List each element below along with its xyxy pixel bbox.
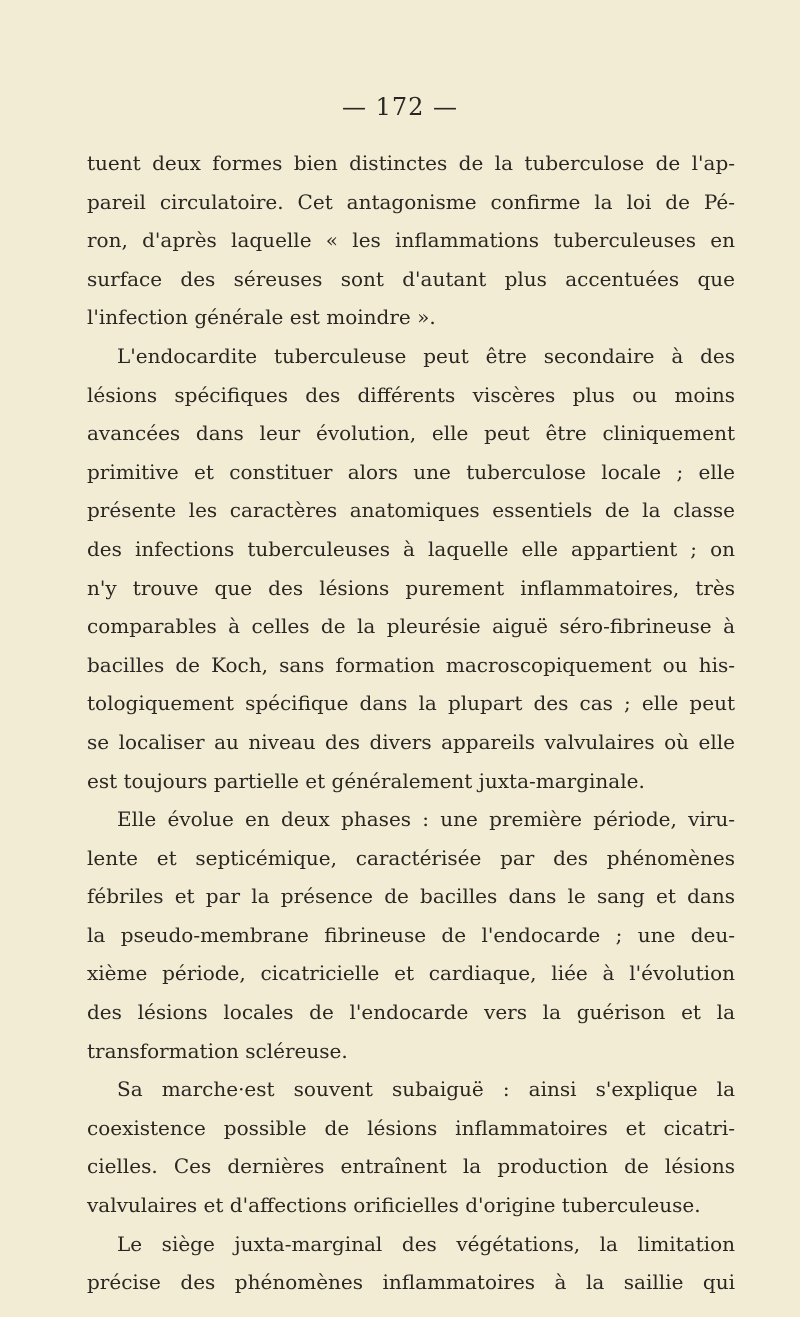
text-line: cielles. Ces dernières entraînent la production de lésions xyxy=(87,1154,735,1179)
text-line: comparables à celles de la pleurésie aiguë séro-fibrineuse à xyxy=(87,614,735,639)
text-line: se localiser au niveau des divers appareils valvulaires où elle xyxy=(87,729,735,754)
text-line: lente et septicémique, caractérisée par des phénomènes xyxy=(87,845,735,870)
text-line: ron, d'après laquelle « les inflammations tuberculeuses en xyxy=(87,228,735,253)
text-line: des infections tuberculeuses à laquelle elle appartient ; on xyxy=(87,536,735,561)
text-line: n'y trouve que des lésions purement inflammatoires, très xyxy=(87,575,735,600)
page-number: — 172 — xyxy=(341,93,459,121)
text-line: xième période, cicatricielle et cardiaque, liée à l'évolution xyxy=(87,961,735,986)
text-line: Elle évolue en deux phases : une première période, viru- xyxy=(117,807,735,832)
text-line: Le siège juxta-marginal des végétations, la limitation xyxy=(117,1231,735,1256)
text-line: surface des séreuses sont d'autant plus accentuées que xyxy=(87,266,735,291)
text-line: pareil circulatoire. Cet antagonisme confirme la loi de Pé- xyxy=(87,189,735,214)
text-line: primitive et constituer alors une tuberculose locale ; elle xyxy=(87,459,735,484)
text-line: tologiquement spécifique dans la plupart des cas ; elle peut xyxy=(87,691,735,716)
text-line: des lésions locales de l'endocarde vers la guérison et la xyxy=(87,1000,735,1025)
body-text xyxy=(87,144,735,1302)
text-line: précise des phénomènes inflammatoires à la saillie qui xyxy=(87,1270,735,1295)
text-line: tuent deux formes bien distinctes de la tuberculose de l'ap- xyxy=(87,151,735,175)
text-line: présente les caractères anatomiques essentiels de la classe xyxy=(87,498,735,523)
text-line: transformation scléreuse. xyxy=(87,1038,348,1063)
text-line: fébriles et par la présence de bacilles dans le sang et dans xyxy=(87,884,735,909)
text-line: est toujours partielle et généralement juxta-marginale. xyxy=(87,768,645,793)
text-line: l'infection générale est moindre ». xyxy=(87,305,436,330)
text-line: bacilles de Koch, sans formation macroscopiquement ou his- xyxy=(87,652,735,677)
text-line: la pseudo-membrane fibrineuse de l'endocarde ; une deu- xyxy=(87,922,735,947)
text-line: lésions spécifiques des différents viscères plus ou moins xyxy=(87,382,735,407)
text-line: valvulaires et d'affections orificielles d'origine tuberculeuse. xyxy=(87,1193,701,1218)
text-line: Sa marche·est souvent subaiguë : ainsi s'explique la xyxy=(117,1077,735,1102)
text-line: coexistence possible de lésions inflammatoires et cicatri- xyxy=(87,1115,735,1140)
text-line: L'endocardite tuberculeuse peut être secondaire à des xyxy=(117,343,735,368)
text-line: avancées dans leur évolution, elle peut être cliniquement xyxy=(87,421,735,446)
